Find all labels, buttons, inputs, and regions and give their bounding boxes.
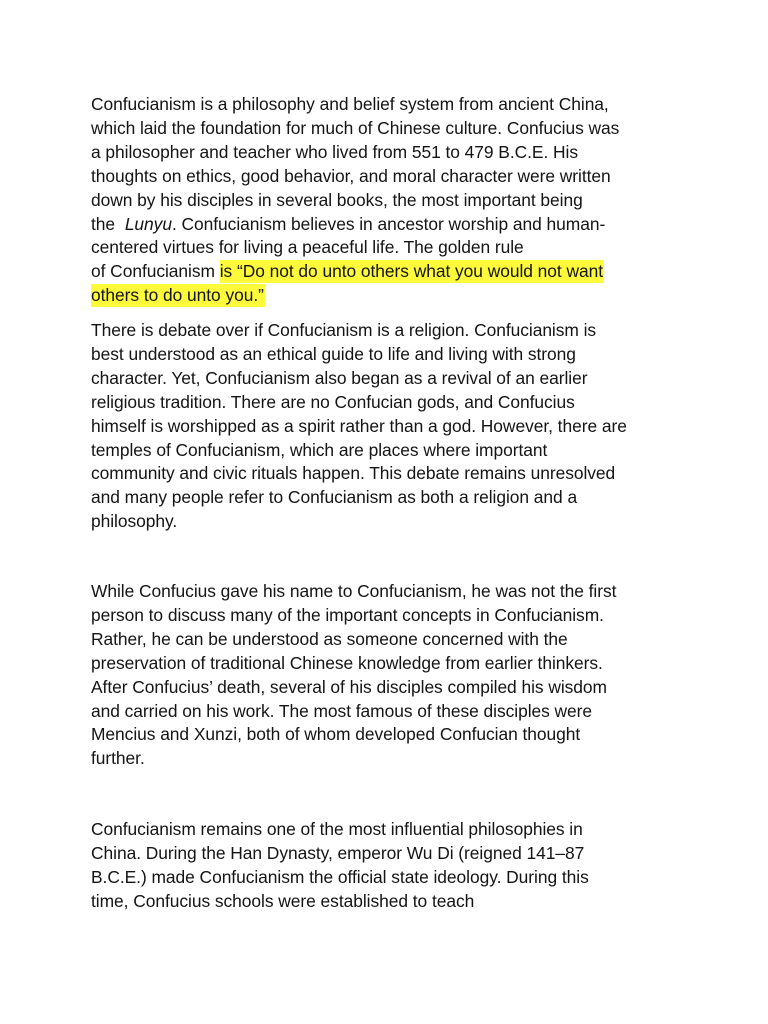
text-line: time, Confucius schools were established to teach [91, 890, 475, 911]
text-line: best understood as an ethical guide to life and living with strong [91, 343, 576, 364]
text-line: B.C.E.) made Confucianism the official state ideology. During this [91, 866, 589, 887]
book-title-lunyu: Lunyu [124, 213, 172, 234]
text-line: community and civic rituals happen. This debate remains unresolved [91, 463, 616, 484]
text-run: of Confucianism [91, 261, 220, 282]
highlighted-text: others to do unto you.” [91, 285, 264, 306]
text-line: a philosopher and teacher who lived from 551 to 479 B.C.E. His [91, 141, 579, 162]
highlighted-text: is “Do not do unto others what you would not want [219, 261, 604, 282]
text-line: character. Yet, Confucianism also began as a revival of an earlier [91, 367, 588, 388]
text-line: China. During the Han Dynasty, emperor Wu Di (reigned 141–87 [91, 842, 585, 863]
text-line: After Confucius’ death, several of his disciples compiled his wisdom [91, 676, 607, 697]
text-line: and many people refer to Confucianism as both a religion and a [91, 487, 578, 508]
text-line: religious tradition. There are no Confucian gods, and Confucius [91, 391, 575, 412]
text-line: down by his disciples in several books, the most important being [91, 189, 583, 210]
paragraph-1 [91, 93, 691, 308]
text-line: Mencius and Xunzi, both of whom developed Confucian thought [91, 724, 581, 745]
text-run: . Confucianism believes in ancestor worship and human- [171, 213, 606, 234]
paragraph-3 [91, 580, 691, 771]
text-run: the [91, 213, 120, 234]
text-line: centered virtues for living a peaceful life. The golden rule [91, 237, 524, 258]
text-line: There is debate over if Confucianism is a religion. Confucianism is [91, 320, 597, 340]
text-line: further. [91, 748, 145, 769]
paragraph-2 [91, 319, 691, 534]
text-line: philosophy. [91, 511, 178, 532]
text-line: person to discuss many of the important concepts in Confucianism. [91, 604, 604, 625]
text-line [91, 284, 691, 308]
text-line: While Confucius gave his name to Confucianism, he was not the first [91, 581, 617, 601]
text-line: which laid the foundation for much of Chinese culture. Confucius was [91, 117, 620, 138]
text-line: Rather, he can be understood as someone concerned with the [91, 628, 568, 649]
text-line [91, 260, 691, 284]
text-line [91, 213, 691, 237]
text-line: and carried on his work. The most famous of these disciples were [91, 700, 593, 721]
paragraph-4 [91, 818, 691, 914]
text-line: Confucianism remains one of the most influential philosophies in [91, 819, 583, 839]
text-line: thoughts on ethics, good behavior, and moral character were written [91, 165, 611, 186]
text-line: himself is worshipped as a spirit rather than a god. However, there are [91, 415, 627, 436]
text-line: temples of Confucianism, which are places where important [91, 439, 548, 460]
text-line: Confucianism is a philosophy and belief system from ancient China, [91, 94, 609, 114]
text-line: preservation of traditional Chinese knowledge from earlier thinkers. [91, 652, 603, 673]
